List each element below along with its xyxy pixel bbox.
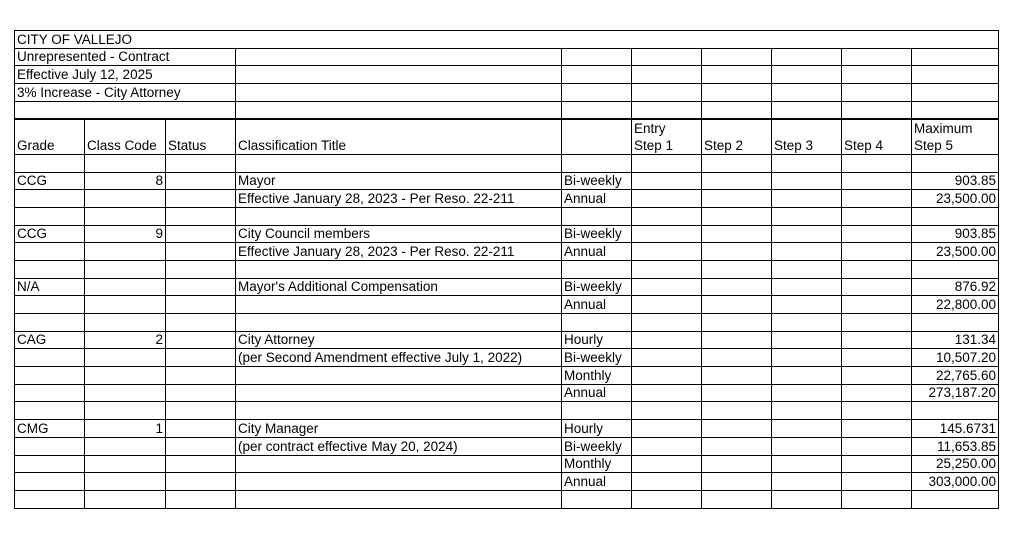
col-grade: Grade (15, 137, 85, 154)
col-entry: Entry (632, 119, 702, 137)
table-row: N/A Mayor's Additional Compensation Bi-weekly 876.92 (15, 278, 999, 296)
col-title: Classification Title (236, 137, 562, 154)
table-row: Effective January 28, 2023 - Per Reso. 22-211 Annual 23,500.00 (15, 190, 999, 208)
col-step2: Step 2 (702, 137, 772, 154)
org-title: CITY OF VALLEJO (15, 31, 999, 49)
col-class-code: Class Code (85, 137, 166, 154)
table-row: Annual 22,800.00 (15, 296, 999, 314)
table-row: (per contract effective May 20, 2024) Bi-weekly 11,653.85 (15, 437, 999, 455)
table-row: Monthly 22,765.60 (15, 367, 999, 385)
table-row: Annual 273,187.20 (15, 384, 999, 402)
col-step1: Step 1 (632, 137, 702, 154)
table-row: CCG 8 Mayor Bi-weekly 903.85 (15, 172, 999, 190)
table-row: Effective January 28, 2023 - Per Reso. 22-211 Annual 23,500.00 (15, 243, 999, 261)
table-row: CCG 9 City Council members Bi-weekly 903.85 (15, 225, 999, 243)
table-row: (per Second Amendment effective July 1, 2022) Bi-weekly 10,507.20 (15, 349, 999, 367)
effective-date: Effective July 12, 2025 (15, 66, 236, 84)
table-row: CAG 2 City Attorney Hourly 131.34 (15, 331, 999, 349)
salary-schedule-table (14, 30, 999, 509)
table-row: Monthly 25,250.00 (15, 455, 999, 473)
col-step4: Step 4 (842, 137, 912, 154)
unit-label: Unrepresented - Contract (15, 48, 236, 66)
table-row: Annual 303,000.00 (15, 473, 999, 491)
col-step5: Step 5 (912, 137, 999, 154)
increase-note: 3% Increase - City Attorney (15, 84, 236, 102)
table-row: CMG 1 City Manager Hourly 145.6731 (15, 420, 999, 438)
col-status: Status (166, 137, 236, 154)
col-step3: Step 3 (772, 137, 842, 154)
col-maximum: Maximum (912, 119, 999, 137)
